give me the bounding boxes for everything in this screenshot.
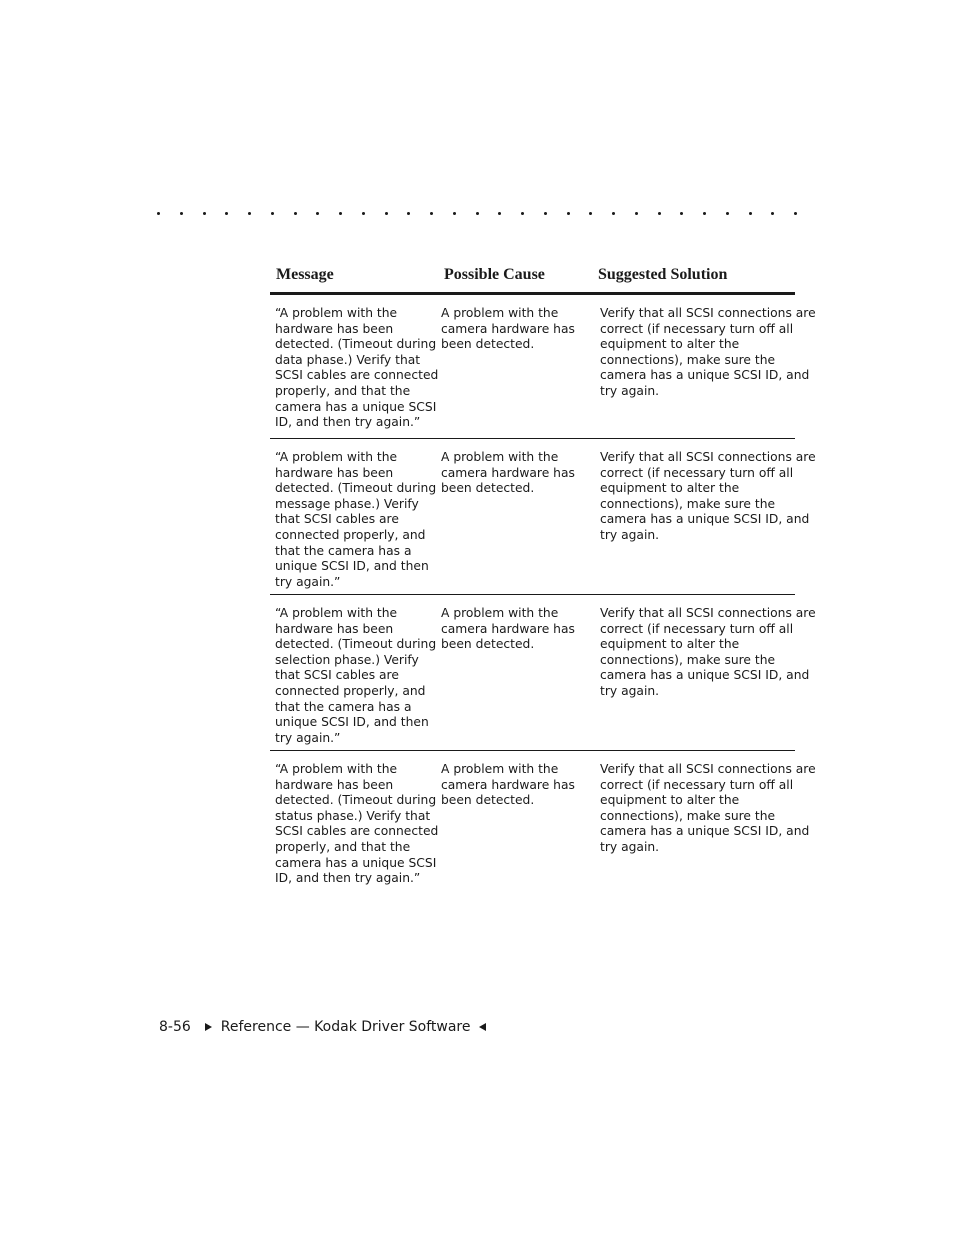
- message-cell: “A problem with the hardware has been detected. (Timeout during data phase.) Verify that SCSI cables are connected properly, and that the camera has a unique SCSI ID, and then try again.”: [275, 306, 439, 430]
- table-header: [270, 262, 795, 295]
- dot: [658, 212, 661, 215]
- cause-cell: A problem with the camera hardware has been detected.: [441, 606, 575, 652]
- dotted-rule: [157, 205, 797, 221]
- message-cell: “A problem with the hardware has been detected. (Timeout during selection phase.) Verify that SCSI cables are connected properly, and that the camera has a unique SCSI ID, and then try again.”: [275, 606, 437, 745]
- triangle-right-icon: [205, 1023, 212, 1031]
- dot: [271, 212, 274, 215]
- solution-cell: Verify that all SCSI connections are correct (if necessary turn off all equipment to alter the connections), make sure the camera has a unique SCSI ID, and try again.: [600, 762, 816, 854]
- table-row: [270, 439, 816, 595]
- header-suggested-solution: Suggested Solution: [598, 266, 728, 283]
- triangle-left-icon: [479, 1023, 486, 1031]
- dot: [589, 212, 592, 215]
- dot: [771, 212, 774, 215]
- dot: [453, 212, 456, 215]
- table-row: [270, 751, 816, 891]
- dot: [294, 212, 297, 215]
- dot: [157, 212, 160, 215]
- table-row: [270, 295, 816, 439]
- page-number: 8-56: [159, 1019, 191, 1035]
- solution-cell: Verify that all SCSI connections are correct (if necessary turn off all equipment to alter the connections), make sure the camera has a unique SCSI ID, and try again.: [600, 306, 816, 398]
- dot: [680, 212, 683, 215]
- cause-cell: A problem with the camera hardware has been detected.: [441, 450, 575, 496]
- dot: [635, 212, 638, 215]
- section-title: Reference — Kodak Driver Software: [220, 1019, 471, 1035]
- page-footer: [159, 1017, 486, 1037]
- dot: [521, 212, 524, 215]
- header-possible-cause: Possible Cause: [444, 266, 545, 283]
- table-row: [270, 595, 816, 751]
- solution-cell: Verify that all SCSI connections are correct (if necessary turn off all equipment to alter the connections), make sure the camera has a unique SCSI ID, and try again.: [600, 606, 816, 698]
- dot: [385, 212, 388, 215]
- dot: [703, 212, 706, 215]
- dot: [749, 212, 752, 215]
- error-message-table: [270, 262, 816, 891]
- dot: [612, 212, 615, 215]
- header-message: Message: [276, 266, 334, 283]
- dot: [794, 212, 797, 215]
- dot: [430, 212, 433, 215]
- dot: [476, 212, 479, 215]
- dot: [225, 212, 228, 215]
- solution-cell: Verify that all SCSI connections are correct (if necessary turn off all equipment to alter the connections), make sure the camera has a unique SCSI ID, and try again.: [600, 450, 816, 542]
- dot: [316, 212, 319, 215]
- cause-cell: A problem with the camera hardware has been detected.: [441, 306, 575, 352]
- dot: [339, 212, 342, 215]
- dot: [248, 212, 251, 215]
- dot: [567, 212, 570, 215]
- dot: [362, 212, 365, 215]
- dot: [203, 212, 206, 215]
- dot: [726, 212, 729, 215]
- dot: [180, 212, 183, 215]
- message-cell: “A problem with the hardware has been detected. (Timeout during message phase.) Verify that SCSI cables are connected properly, and that the camera has a unique SCSI ID, and then try again.”: [275, 450, 437, 589]
- cause-cell: A problem with the camera hardware has been detected.: [441, 762, 575, 808]
- dot: [498, 212, 501, 215]
- dot: [544, 212, 547, 215]
- message-cell: “A problem with the hardware has been detected. (Timeout during status phase.) Verify that SCSI cables are connected properly, and that the camera has a unique SCSI ID, and then try again.”: [275, 762, 439, 886]
- dot: [407, 212, 410, 215]
